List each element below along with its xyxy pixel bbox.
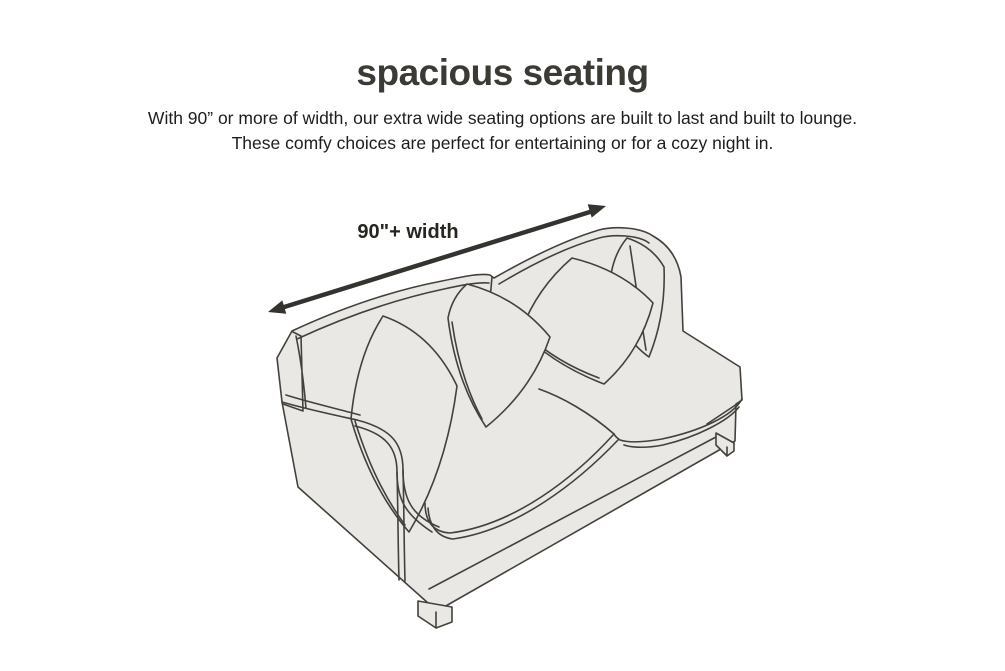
header <box>0 0 1005 156</box>
width-dimension-label: 90"+ width <box>357 221 459 243</box>
page-title: spacious seating <box>356 52 649 93</box>
dimension-arrow-head-left <box>268 300 286 313</box>
page-description <box>0 106 1005 156</box>
description-line-1: With 90” or more of width, our extra wide seating options are built to last and built to lounge. <box>147 108 858 128</box>
description-line-2: These comfy choices are perfect for entertaining or for a cozy night in. <box>231 133 774 153</box>
dimension-arrow-head-right <box>588 204 606 217</box>
